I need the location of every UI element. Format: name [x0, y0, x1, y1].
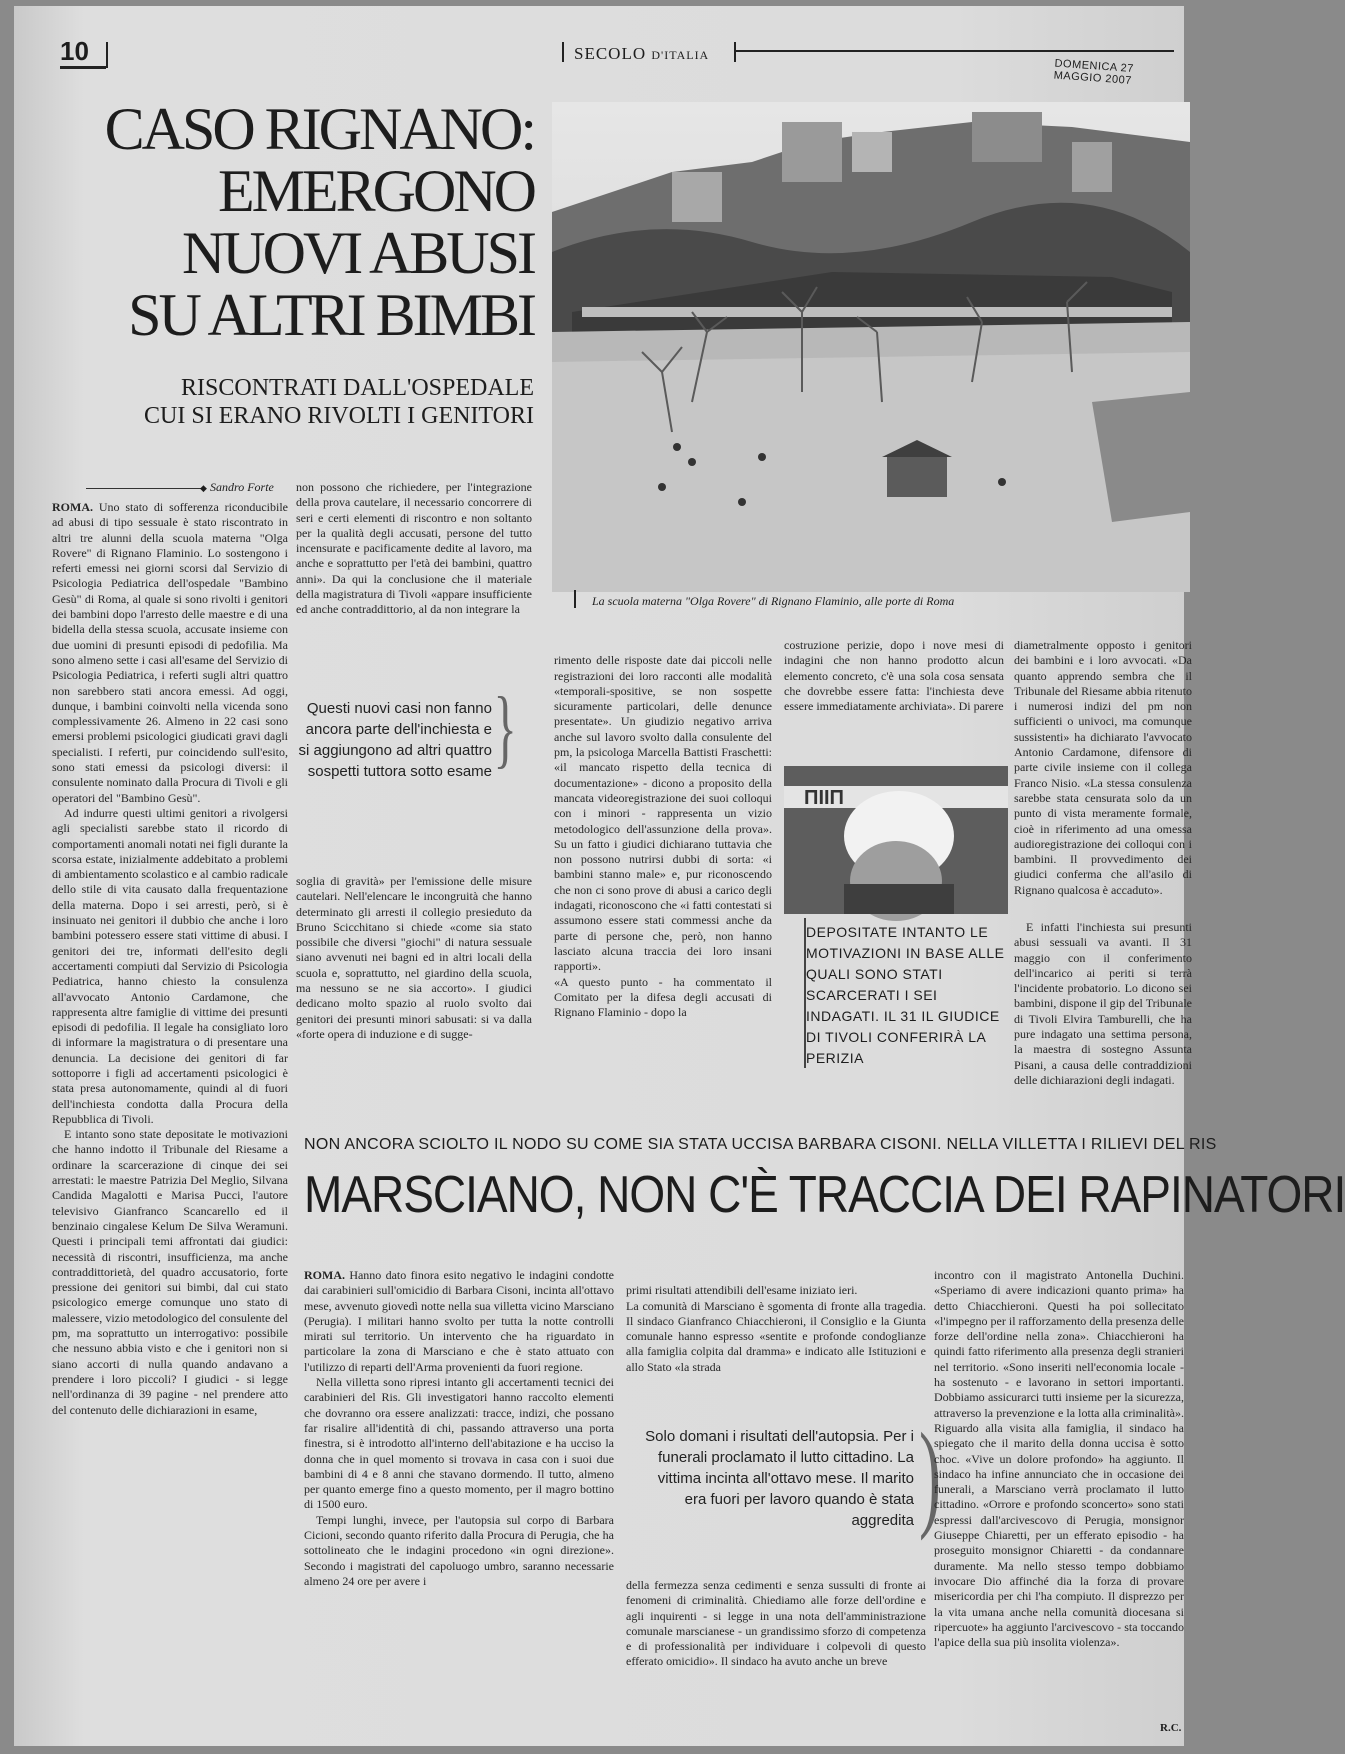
pull-quote-brace: } — [493, 680, 517, 777]
paragraph-text: Uno stato di sofferenza riconducibile ad abusi di tipo sessuale è stato riscontrato in altri tre alunni della scuola materna "Olga Rovere" di Rignano Flaminio. Lo sostengono i referti emessi nei giorni scorsi dal Servizio di Psicologia Pediatrica dell'ospedale "Bambino Gesù" di Roma, al quale si sono rivolti i genitori dei bambini dopo l'arresto delle maestre e di una bidella della stessa scuola, accusate insieme con due uomini di presunti episodi di pedofilia. Ma sono almeno sette i casi all'esame del Servizio di Psicologia Pediatrica, i referti sugli altri quattro non sarebbero stati ancora emessi. Ad oggi, dunque, i bambini coinvolti nella vicenda sono complessivamente 26. Almeno in 22 casi sono emersi problemi psicologici giudicati gravi dagli specialisti. I referti, pur coincidendo sull'esito, sono stati emessi da psicologi diversi: il consulente nominato dalla Procura di Tivoli e gli operatori del "Bambino Gesù". — [52, 500, 288, 805]
article-paragraph — [304, 1268, 614, 1375]
article-paragraph: della fermezza senza cedimenti e senza sussulti di fronte ai fenomeni di criminalità. Chiediamo alle forze dell'ordine e agli inquirenti - si legge in una nota dell'amministrazione comunale marscianese - un grandissimo sforzo di competenza e di professionalità per individuare i colpevoli di questo efferato omicidio». Il sindaco ha avuto anche un breve — [626, 1578, 926, 1669]
article-paragraph: incontro con il magistrato Antonella Duchini. «Speriamo di avere indicazioni quanto prima» ha detto Chiacchieroni. Questi ha poi sollecitato «l'impegno per il rafforzamento della presenza delle forze dell'ordine nella zona». Chiacchieroni ha quindi fatto riferimento alla presenza degli stranieri nel territorio. «Sono inseriti nell'economia locale - ha sostenuto - e lavorano in settori importanti. Dobbiamo assicurarci tutti insieme per la sicurezza, attraverso la prevenzione e la lotta alla criminalità». Riguardo alla visita alla famiglia, il sindaco ha spiegato che il marito della donna uccisa è sotto choc. «Vive un dolore profondo» ha aggiunto. Il sindaco ha infine annunciato che in occasione dei funerali, a Marsciano verrà proclamato il lutto cittadino. «Orrore e profondo sconcerto» sono stati espressi dall'arcivescovo di Perugia, monsignor Giuseppe Chiaretti, per un efferato episodio - ha proseguito monsignor Chiaretti - da condannare duramente. Ma nello stesso tempo dobbiamo invocare Dio affinché dia la forza di provare misericordia per chi l'ha compiuto. Il disprezzo per la vita umana anche nella comunità diocesana si ripercuote» ha aggiunto l'arcivescovo - sta toccando l'apice della sua più insolita violenza». — [934, 1268, 1184, 1650]
masthead — [574, 44, 709, 64]
newspaper-page — [14, 6, 1345, 1746]
article-column — [1014, 638, 1192, 918]
author-initials: R.C. — [1160, 1722, 1182, 1734]
kicker-marsciano: NON ANCORA SCIOLTO IL NODO SU COME SIA STATA UCCISA BARBARA CISONI. NELLA VILLETTA I RILIEVI DEL RIS — [304, 1136, 1217, 1153]
article-column — [784, 638, 1004, 756]
school-photo-illustration — [552, 102, 1190, 592]
dateline: ROMA. — [304, 1268, 345, 1282]
article-paragraph — [52, 500, 288, 806]
masthead-name: SECOLO — [574, 44, 647, 63]
article-column — [554, 638, 772, 1086]
box-quote: DEPOSITATE INTANTO LE MOTIVAZIONI IN BASE ALLE QUALI SONO STATI SCARCERATI I SEI INDAGATI. IL 31 IL GIUDICE DI TIVOLI CONFERIRÀ LA PERIZIA — [806, 924, 1005, 1066]
page-number-rule — [60, 66, 106, 69]
photo-caption: La scuola materna "Olga Rovere" di Rignano Flaminio, alle porte di Roma — [592, 594, 955, 608]
article-paragraph: Nella villetta sono ripresi intanto gli accertamenti tecnici dei carabinieri del Ris. Gli investigatori hanno raccolto elementi che dovranno ora essere analizzati: tracce, indizi, che possano far risalire all'identità di chi, passando attraverso una porta finestra, si è introdotto all'interno dell'abitazione e ha ucciso la donna che in quel momento si trovava in casa con i suoi due bambini di 4 e 8 anni che stavano dormendo. Il tutto, almeno per quanto emerge fino a questo momento, per il magro bottino di 1500 euro. — [304, 1375, 614, 1512]
article-paragraph: non possono che richiedere, per l'integrazione della prova cautelare, il necessario concorrere di seri e certi elementi di riscontro e non soltanto per la qualità degli accusati, persone del tutto incensurate e pacificamente dedite al lavoro, ma anche e soprattutto per l'età dei bambini, quattro anni». Da qui la conclusione che il materiale della magistratura di Tivoli «appare insufficiente ed anche contraddittorio, al da non integrare la — [296, 480, 532, 617]
article-paragraph: E infatti l'inchiesta sui presunti abusi sessuali va avanti. Il 31 maggio con il conferimento dell'incarico ai periti si terrà l'incidente probatorio. Lo dicono sei bambini, dispone il gip del Tribunale di Tivoli Elvira Tamburelli, che ha pure indagato una settima persona, la maestra di sostegno Assunta Pisani, a causa delle contraddizioni delle dichiarazioni degli indagati. — [1014, 920, 1192, 1087]
byline-rule — [86, 488, 206, 489]
byline: Sandro Forte — [210, 480, 274, 494]
article-paragraph: Tempi lunghi, invece, per l'autopsia sul corpo di Barbara Cicioni, secondo quanto riferito dalla Procura di Perugia, che ha sottolineato che le indagini procedono «in ogni direzione». Secondo i magistrati del capoluogo umbro, saranno necessarie almeno 24 ore per avere i — [304, 1512, 614, 1588]
headline-line: SU ALTRI BIMBI — [128, 282, 534, 348]
masthead-right-bar — [734, 42, 736, 62]
page-number: 10 — [60, 36, 89, 66]
pull-quote: Solo domani i risultati dell'autopsia. Per i funerali proclamato il lutto cittadino. La vittima incinta all'ottavo mese. Il marito era fuori per lavoro quando è stata aggredita — [645, 1428, 914, 1529]
article-column — [304, 1268, 614, 1738]
paragraph-text: Hanno dato finora esito negativo le indagini condotte dai carabinieri sull'omicidio di Barbara Cisoni, incinta all'ottavo mese, avvenuto giovedì notte nella sua villetta vicino Marsciano (Perugia). I militari hanno svolto per tutta la notte controlli mirati sul territorio. Un intervento che ha riguardato in particolare la zona di Marsciano e che è stato attuato con l'utilizzo di reparti dell'Arma provenienti da fuori regione. — [304, 1268, 615, 1374]
article-paragraph: rimento delle risposte date dai piccoli nelle registrazioni dei loro racconti alle modalità «temporali-spositive, se non sospette sicuramente particolari, delle denunce presentate». Un giudizio negativo arriva anche sul lavoro svolto dalla consulente del pm, la psicologa Marcella Battisti Fraschetti: «il mancato rispetto della tecnica di documentazione» - dicono a proposito della mancata videoregistrazione dei suoi colloqui con i minori - rappresenta un vizio metodologico dell'assunzione della prova». Su un fatto i giudici dichiarano tuttavia che non possono nutrirsi dubbi di sorta: «i bambini stanno male» e, pur riconoscendo che non ci sono prove di abusi a carico degli indagati, riconoscono che «i fatti contestati si assumono essere stati commessi anche da parte di persone che, però, non hanno lasciato alcuna traccia dei loro insani rapporti». «A questo punto - ha commentato il Comitato per la difesa degli accusati di Rignano Flaminio - dopo la — [554, 653, 772, 1020]
subheadline-rignano — [74, 374, 534, 430]
article-column — [934, 1268, 1184, 1718]
article-column — [626, 1578, 926, 1734]
pull-quote: Questi nuovi casi non fanno ancora parte dell'inchiesta e si aggiungono ad altri quattro sospetti tuttora sotto esame — [298, 700, 492, 780]
headline-line: EMERGONO — [218, 158, 534, 224]
portrait-photo — [784, 766, 1008, 914]
subheadline-line: RISCONTRATI DALL'OSPEDALE — [181, 375, 534, 401]
headline-marsciano: MARSCIANO, NON C'È TRACCIA DEI RAPINATORI — [304, 1165, 1345, 1224]
article-column — [1014, 920, 1192, 1087]
portrait-illustration — [784, 766, 1008, 914]
article-paragraph: diametralmente opposto i genitori dei bambini e i loro avvocati. «Da quanto apprendo sembra che il Tribunale del Riesame abbia ritenuto i numerosi indizi del pm non sufficienti o univoci, ma comunque sussistenti» ha dichiarato l'avvocato Antonio Cardamone, difensore di parte civile insieme con il collega Franco Nisio. «La stessa consulenza sarebbe stata censurata solo da un punto di vista meramente formale, cioè in riferimento ad una omessa audioregistrazione dei colloqui con i bambini. Il provvedimento dei giudici conferma che all'asilo di Rignano qualcosa è accaduto». — [1014, 638, 1192, 897]
headline-line: NUOVI ABUSI — [181, 220, 534, 286]
article-column — [296, 480, 532, 660]
school-photo — [552, 102, 1190, 592]
masthead-small: D'ITALIA — [651, 48, 710, 62]
portrait-sign-text: ΠΙΙΠ — [804, 787, 844, 809]
caption-bar — [574, 590, 576, 608]
article-column — [626, 1268, 926, 1374]
issue-date: DOMENICA 27 MAGGIO 2007 — [1053, 57, 1135, 87]
page-number-bar — [106, 42, 108, 68]
article-column — [52, 500, 288, 1600]
masthead-left-bar — [562, 42, 564, 62]
pull-quote-brace: ) — [918, 1408, 941, 1541]
headline-rignano — [54, 98, 534, 346]
article-paragraph: costruzione perizie, dopo i nove mesi di indagini che non hanno prodotto alcun elemento concreto, c'è una sola cosa sensata che dovrebbe essere fatta: l'inchiesta deve essere immediatamente archiviata». Di parere — [784, 638, 1004, 714]
article-paragraph: E intanto sono state depositate le motivazioni che hanno indotto il Tribunale del Riesame a ordinare la scarcerazione di cinque dei sei arrestati: le maestre Patrizia Del Meglio, Silvana Candida Magalotti e Marisa Pucci, l'autore televisivo Gianfranco Scancarello ed il benzinaio cingalese Kelum De Silva Weramuni. Questi i principali temi affrontati dai giudici: necessità di riscontri, insufficienza, ma anche contraddittorietà, del quadro accusatorio, forte pressione dei genitori sui bimbi, dal cui stato psicologico emerge comunque uno stato di malessere, vizio metodologico del consulente del pm, ma soprattutto un interrogativo: possibile che nessuno abbia visto e che i genitori non si siano accorti di nulla quando andavano a prendere i loro piccoli? I giudici - si legge nell'ordinanza di 39 pagine - nel prendere atto del contenuto delle dichiarazioni in esame, — [52, 1127, 288, 1417]
article-paragraph: soglia di gravità» per l'emissione delle misure cautelari. Nell'elencare le incongruità che hanno determinato gli arresti il collegio presieduto da Bruno Scicchitano si chiede «come sia stato possibile che diversi "giochi" di natura sessuale siano avvenuti nei bagni ed in altri locali della scuola e, soprattutto, nel giardino della scuola, ma nessuno se ne sia accorto». I giudici dedicano molto spazio al ruolo svolto dai genitori dei presunti minori sabusati: si va dalla «forte opera di induzione e di sugge- — [296, 874, 532, 1041]
headline-line: CASO RIGNANO: — [104, 96, 534, 162]
article-paragraph: primi risultati attendibili dell'esame iniziato ieri. La comunità di Marsciano è sgomenta di fronte alla tragedia. Il sindaco Gianfranco Chiacchieroni, il Consiglio e la Giunta comunale hanno espresso «sentite e profonde condoglianze alla famiglia colpita dal dramma» e indicato alle Istituzioni e allo Stato «la strada — [626, 1283, 926, 1374]
dateline: ROMA. — [52, 500, 93, 514]
article-column — [296, 874, 532, 1084]
masthead-rule — [734, 50, 1174, 52]
article-paragraph: Ad indurre questi ultimi genitori a rivolgersi agli specialisti sarebbe stato il ricordo di comportamenti anomali notati nei figli durante la scorsa estate, inizialmente addebitato a problemi di ambientamento scolastico e al cambio radicale dello stile di vita causato dalla frequentazione della materna. Dopo i sei arresti, però, si è insinuato nei genitori il dubbio che anche i loro bambini potessero essere stati vittime di abusi. I genitori dei tre, informati dell'esito degli accertamenti compiuti dal Servizio di Psicologia Pediatrica, hanno chiesto la consulenza all'avvocato Antonio Cardamone, che rappresenta altre famiglie di vittime dei presunti episodi di pedofilia. Il legale ha consigliato loro di informare la magistratura o di presentare una denuncia. La decisione dei genitori di far sottoporre i figli ad accertamenti psicologici è stata presa autonomamente, quindi al di fuori dell'inchiesta condotta dalla Procura della Repubblica di Tivoli. — [52, 805, 288, 1126]
subheadline-line: CUI SI ERANO RIVOLTI I GENITORI — [144, 403, 534, 429]
byline-diamond-icon: ◆ — [200, 483, 207, 493]
